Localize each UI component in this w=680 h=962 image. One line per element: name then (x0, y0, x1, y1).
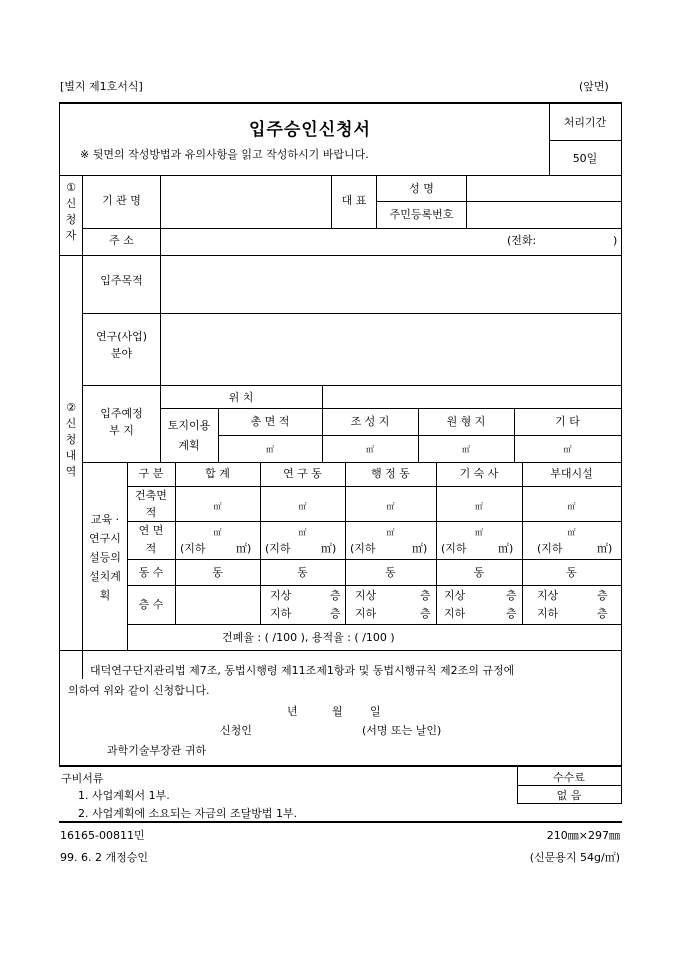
processing-period-value: 50일 (572, 152, 598, 165)
label-char: 신 (65, 417, 77, 430)
rule (517, 785, 621, 786)
floor-unit: 층 (506, 589, 517, 602)
coverage-ratio-line: 건폐율 : ( /100 ), 용적율 : ( /100 ) (222, 631, 395, 644)
building-unit: 동 (385, 566, 396, 579)
facility-col-admin: 행 정 동 (371, 467, 410, 480)
unit: ㎡ (567, 502, 576, 511)
date-year: 년 (287, 705, 298, 718)
floor-unit: 층 (597, 607, 608, 620)
field-label-2: 분야 (110, 347, 133, 360)
applicant-label: 신청인 (220, 724, 252, 737)
label-line: 교육 · (90, 513, 120, 526)
unit: ㎡ (213, 502, 222, 511)
basement-prefix: (지하 (537, 542, 563, 555)
rule (549, 140, 621, 141)
location-label: 위 치 (228, 391, 254, 404)
building-area-label-1: 건축면 (135, 489, 167, 502)
address-label: 주 소 (109, 234, 134, 247)
label-char: 청 (65, 213, 77, 226)
unit: ㎡ (462, 445, 470, 454)
date-month: 월 (332, 705, 343, 718)
form-code: 16165-00811민 (60, 829, 145, 842)
basement-prefix: (지하 (441, 542, 467, 555)
fee-label: 수수료 (553, 771, 585, 784)
facility-col-research: 연 구 동 (283, 467, 322, 480)
label-line: 획 (99, 589, 111, 602)
rule (517, 803, 622, 804)
form-number: [별지 제1호서식] (60, 80, 143, 93)
rule (127, 585, 621, 586)
basement-prefix: (지하 (180, 542, 206, 555)
document-title: 입주승인신청서 (249, 120, 371, 140)
declaration-line-2: 의하여 위와 같이 신청합니다. (68, 684, 210, 697)
floor-unit: 층 (597, 589, 608, 602)
col-other: 기 타 (555, 415, 580, 428)
building-unit: 동 (297, 566, 308, 579)
floor-unit: 층 (330, 589, 341, 602)
floor-area-label-1: 연 면 (138, 524, 164, 537)
facility-plan-label (83, 510, 127, 605)
processing-period-label: 처리기간 (563, 116, 607, 129)
paper-type: (신문용지 54g/㎡) (529, 851, 620, 864)
approval-date: 99. 6. 2 개정승인 (60, 851, 148, 864)
label-char: 내 (65, 449, 77, 462)
unit: ㎡ (298, 502, 307, 511)
rule (83, 228, 621, 229)
rule (160, 408, 621, 409)
floor-unit: 층 (420, 589, 431, 602)
label-line: 설등의 (89, 551, 121, 564)
attachments-label: 구비서류 (61, 772, 104, 785)
unit: ㎡ (298, 528, 307, 537)
building-area-label-2: 적 (145, 506, 157, 519)
above-ground: 지상 (444, 589, 466, 602)
floor-unit: 층 (330, 607, 341, 620)
attachment-item: 2. 사업계획에 소요되는 자금의 조달방법 1부. (78, 807, 298, 820)
label-line: 설치계 (89, 570, 121, 583)
rule (127, 624, 621, 625)
addressee: 과학기술부장관 귀하 (107, 744, 207, 757)
basement-unit: ㎡) (236, 542, 252, 555)
facility-col-auxiliary: 부대시설 (550, 467, 593, 480)
label-char: ① (66, 181, 76, 194)
rep-id-label: 주민등록번호 (389, 208, 454, 221)
building-count-label: 동 수 (138, 566, 164, 579)
rule (127, 521, 621, 522)
floor-unit: 층 (420, 607, 431, 620)
field-label-1: 연구(사업) (95, 330, 148, 343)
purpose-label: 입주목적 (100, 274, 143, 287)
frame-top (59, 102, 622, 104)
unit: ㎡ (266, 445, 274, 454)
label-char: 자 (65, 229, 77, 242)
frame-bottom (59, 765, 622, 767)
date-day: 일 (370, 705, 381, 718)
rule (60, 175, 621, 176)
phone-close: ) (613, 234, 618, 247)
basement-unit: ㎡) (597, 542, 613, 555)
rule (83, 462, 621, 463)
unit: ㎡ (213, 528, 222, 537)
facility-col-dormitory: 기 숙 사 (459, 467, 499, 480)
page-side: (앞면) (579, 80, 609, 93)
unit: ㎡ (563, 445, 572, 454)
label-char: ② (66, 401, 76, 414)
above-ground: 지상 (537, 589, 559, 602)
col-total-area: 총 면 적 (250, 415, 290, 428)
fee-value: 없 음 (556, 789, 582, 802)
applicant-section-label (60, 180, 82, 244)
attachments-bottom-border (59, 821, 622, 823)
site-label-2: 부 지 (109, 424, 134, 437)
facility-col-total: 합 계 (205, 467, 230, 480)
rep-name-label: 성 명 (409, 182, 434, 195)
basement-unit: ㎡) (498, 542, 514, 555)
rule (83, 313, 621, 314)
floor-area-label-2: 적 (145, 542, 157, 555)
details-section-label (60, 400, 82, 480)
label-char: 청 (65, 433, 77, 446)
instruction-note: ※ 뒷면의 작성방법과 유의사항을 읽고 작성하시기 바랍니다. (80, 148, 369, 161)
rule (621, 767, 622, 803)
col-original-land: 원 형 지 (446, 415, 486, 428)
building-unit: 동 (473, 566, 485, 579)
declaration-line-1: 대덕연구단지관리법 제7조, 동법시행령 제11조제1항과 및 동법시행규칙 제2조의 규정에 (90, 664, 515, 677)
building-unit: 동 (566, 566, 577, 579)
basement-prefix: (지하 (350, 542, 376, 555)
col-developed-land: 조 성 지 (350, 415, 390, 428)
rule (322, 385, 323, 408)
above-ground: 지상 (355, 589, 377, 602)
label-char: 신 (65, 197, 77, 210)
signature-label: (서명 또는 날인) (362, 724, 442, 737)
unit: ㎡ (366, 445, 374, 454)
unit: ㎡ (386, 528, 395, 537)
building-unit: 동 (212, 566, 223, 579)
below-ground: 지하 (444, 607, 466, 620)
label-char: 역 (65, 465, 77, 478)
below-ground: 지하 (355, 607, 377, 620)
above-ground: 지상 (270, 589, 292, 602)
attachment-item: 1. 사업계획서 1부. (78, 789, 170, 802)
rule (127, 559, 621, 560)
paper-size: 210㎜×297㎜ (546, 829, 620, 842)
rule (83, 385, 621, 386)
floor-unit: 층 (506, 607, 517, 620)
basement-unit: ㎡) (321, 542, 337, 555)
below-ground: 지하 (537, 607, 559, 620)
rule (60, 255, 621, 256)
floors-label: 층 수 (138, 598, 164, 611)
frame-right (621, 102, 622, 767)
site-label-1: 입주예정 (100, 407, 143, 420)
unit: ㎡ (475, 528, 483, 537)
basement-prefix: (지하 (265, 542, 291, 555)
representative-label: 대 표 (341, 194, 367, 207)
label-line: 연구시 (89, 532, 121, 545)
rule (60, 650, 621, 651)
land-use-label-2: 계획 (178, 439, 200, 452)
rule (127, 486, 621, 487)
basement-unit: ㎡) (412, 542, 428, 555)
unit: ㎡ (475, 502, 483, 511)
org-name-label: 기 관 명 (102, 194, 141, 207)
rule (376, 201, 621, 202)
land-use-label-1: 토지이용 (167, 419, 211, 432)
rule (218, 435, 621, 436)
unit: ㎡ (567, 528, 576, 537)
phone-label: (전화: (507, 234, 537, 247)
unit: ㎡ (386, 502, 395, 511)
facility-col-type: 구 분 (138, 467, 164, 480)
below-ground: 지하 (270, 607, 292, 620)
